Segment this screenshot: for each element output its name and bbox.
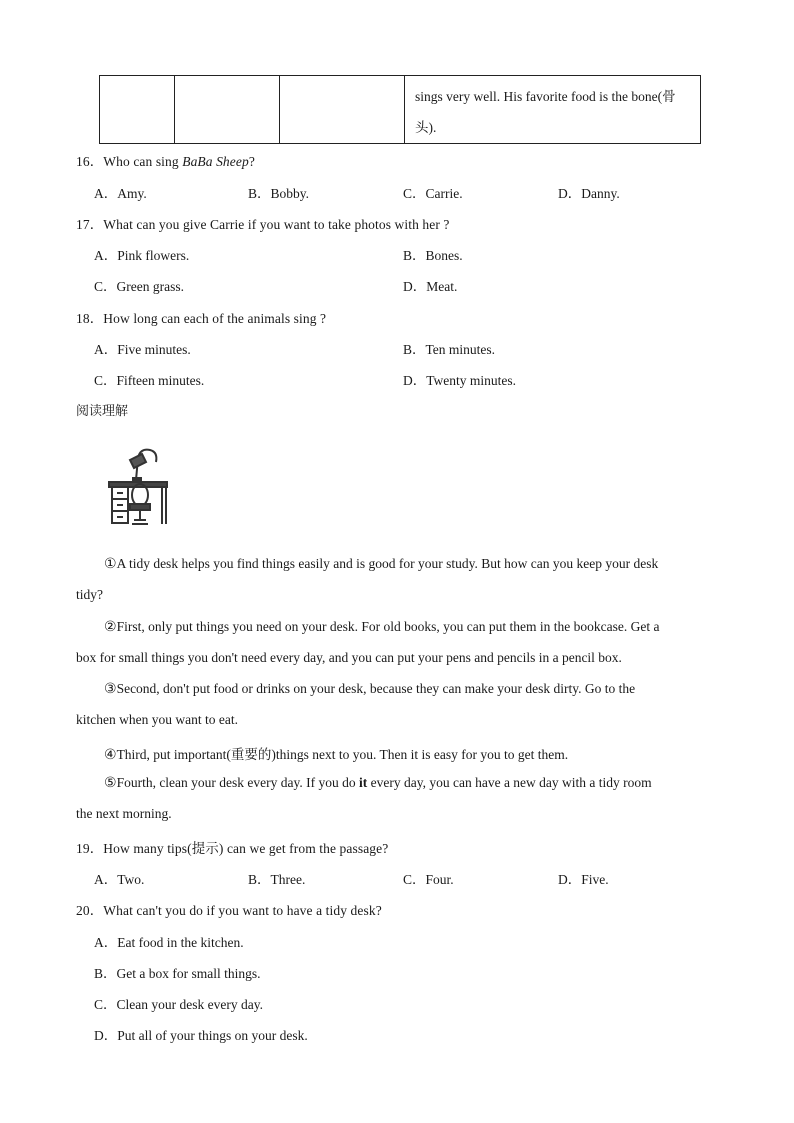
animal-info-table (99, 75, 701, 144)
table-cell (405, 76, 701, 144)
paragraph-text: Third, put important(重要的)things next to you. Then it is easy for you to get them. (116, 747, 569, 762)
q20-option-b[interactable]: B．Get a box for small things. (94, 966, 261, 981)
table-cell (280, 76, 405, 144)
question-18: 18．How long can each of the animals sing ? (76, 311, 327, 326)
q19-option-a[interactable]: A．Two. (94, 872, 145, 887)
q18-option-a[interactable]: A．Five minutes. (94, 342, 191, 357)
paragraph-text: Fourth, clean your desk every day. If you do (116, 775, 359, 790)
q20-option-d[interactable]: D．Put all of your things on your desk. (94, 1028, 308, 1043)
paragraph-text: every day, you can have a new day with a tidy room (367, 775, 652, 790)
table-cell (175, 76, 280, 144)
desk-illustration (106, 440, 172, 530)
q16-option-c[interactable]: C．Carrie. (403, 186, 463, 201)
paragraph-1-line-2: tidy? (76, 587, 103, 602)
paragraph-number: ③ (104, 681, 117, 697)
q20-option-a[interactable]: A．Eat food in the kitchen. (94, 935, 244, 950)
q19-option-c[interactable]: C．Four. (403, 872, 454, 887)
table-cell-text: 头). (415, 120, 437, 135)
song-title: BaBa Sheep (182, 154, 249, 169)
question-20: 20．What can't you do if you want to have a tidy desk? (76, 903, 382, 918)
q16-option-b[interactable]: B．Bobby. (248, 186, 310, 201)
paragraph-4-line-1 (104, 743, 568, 763)
section-title: 阅读理解 (76, 404, 129, 419)
question-17: 17．What can you give Carrie if you want to take photos with her ? (76, 217, 450, 232)
q19-option-d[interactable]: D．Five. (558, 872, 609, 887)
paragraph-number: ④ (104, 747, 117, 763)
question-mark: ? (248, 154, 255, 169)
paragraph-number: ⑤ (104, 775, 117, 791)
paragraph-2-line-1 (104, 619, 660, 635)
paragraph-3-line-2: kitchen when you want to eat. (76, 712, 238, 727)
question-text: 16．Who can sing (76, 154, 183, 169)
q17-option-c[interactable]: C．Green grass. (94, 279, 184, 294)
q20-option-c[interactable]: C．Clean your desk every day. (94, 997, 263, 1012)
paragraph-2-line-2: box for small things you don't need every day, and you can put your pens and pencils in a pencil box. (76, 650, 622, 665)
paragraph-5-line-1 (104, 775, 652, 791)
paragraph-1-line-1 (104, 556, 658, 572)
q18-option-d[interactable]: D．Twenty minutes. (403, 373, 517, 388)
q17-option-a[interactable]: A．Pink flowers. (94, 248, 190, 263)
paragraph-3-line-1 (104, 681, 635, 697)
q18-option-c[interactable]: C．Fifteen minutes. (94, 373, 205, 388)
question-16 (76, 150, 255, 170)
q16-option-a[interactable]: A．Amy. (94, 186, 147, 201)
question-19: 19．How many tips(提示) can we get from the passage? (76, 841, 389, 856)
paragraph-text: Second, don't put food or drinks on your desk, because they can make your desk dirty. Go to the (116, 681, 636, 696)
q17-option-b[interactable]: B．Bones. (403, 248, 463, 263)
table-cell-text: sings very well. His favorite food is the bone(骨 (415, 89, 676, 104)
emphasized-word: it (359, 775, 368, 790)
q17-option-d[interactable]: D．Meat. (403, 279, 458, 294)
paragraph-text: First, only put things you need on your desk. For old books, you can put them in the bookcase. Get a (116, 619, 660, 634)
q18-option-b[interactable]: B．Ten minutes. (403, 342, 496, 357)
paragraph-text: A tidy desk helps you find things easily and is good for your study. But how can you keep your desk (116, 556, 659, 571)
q19-option-b[interactable]: B．Three. (248, 872, 306, 887)
paragraph-5-line-2: the next morning. (76, 806, 172, 821)
q16-option-d[interactable]: D．Danny. (558, 186, 620, 201)
paragraph-number: ② (104, 619, 117, 635)
paragraph-number: ① (104, 556, 117, 572)
table-cell (100, 76, 175, 144)
desk-lamp-chair-icon (106, 440, 172, 530)
